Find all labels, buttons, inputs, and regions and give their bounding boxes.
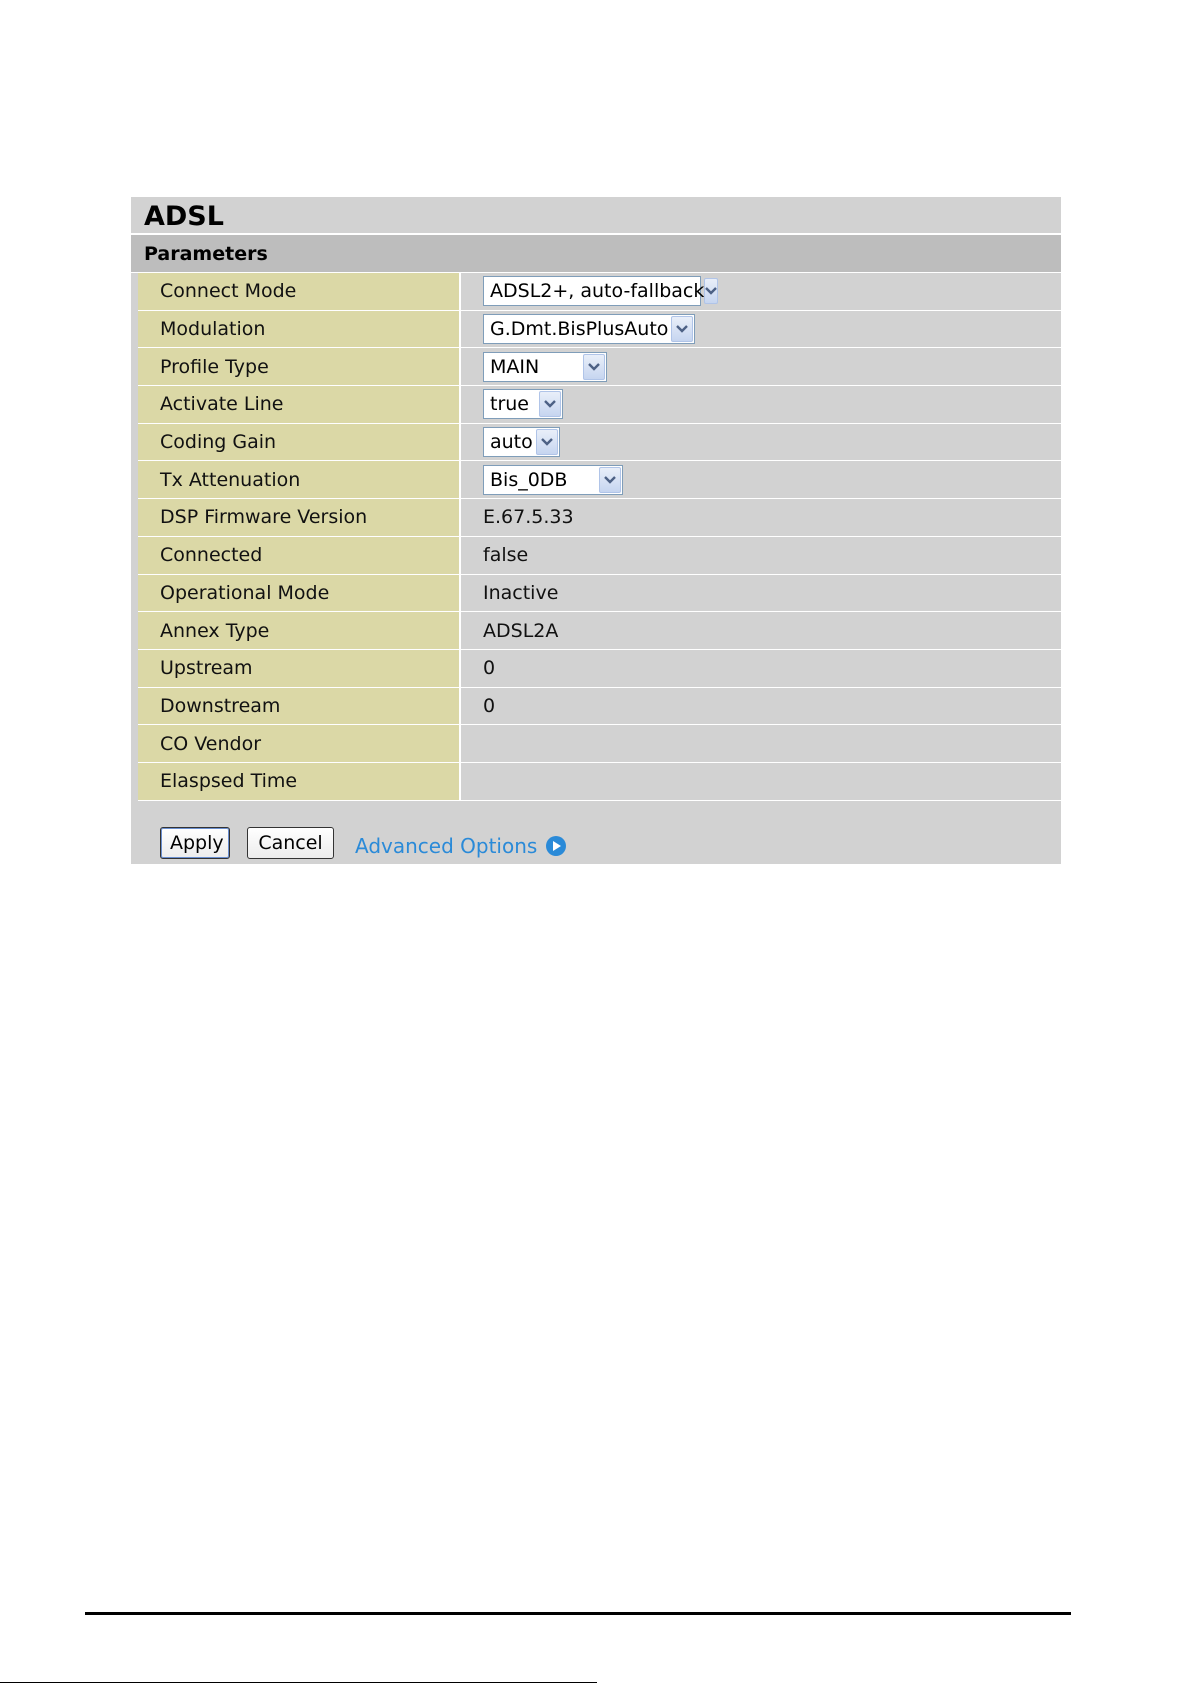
select-value: true [490,393,529,416]
select-value: Bis_0DB [490,468,568,491]
row-value: ADSL2A [483,619,559,642]
chevron-down-icon[interactable] [583,354,605,380]
row-label: Tx Attenuation [138,461,461,498]
chevron-down-icon[interactable] [671,316,693,342]
select-value: auto [490,431,533,454]
row-label: DSP Firmware Version [138,499,461,536]
row-label: Connect Mode [138,273,461,310]
row-activate-line [138,386,1061,424]
row-label: Downstream [138,688,461,725]
row-value: E.67.5.33 [483,506,574,529]
row-value: false [483,544,529,567]
row-value [461,273,1061,310]
row-value [461,424,1061,461]
modulation-select[interactable] [483,314,695,344]
chevron-down-icon[interactable] [704,278,718,304]
row-downstream [138,688,1061,726]
row-label: Operational Mode [138,575,461,612]
page-edge-line [0,1682,597,1683]
select-value: MAIN [490,355,540,378]
adsl-panel [131,197,1061,864]
row-value: Inactive [483,581,559,604]
coding-gain-select[interactable] [483,427,560,457]
row-profile-type [138,348,1061,386]
row-upstream [138,650,1061,688]
row-value [461,311,1061,348]
row-label: CO Vendor [138,725,461,762]
profile-type-select[interactable] [483,352,607,382]
row-value [461,725,1061,762]
chevron-down-icon[interactable] [539,391,561,417]
row-value [461,348,1061,385]
row-value: 0 [483,694,496,717]
page-divider [85,1612,1071,1615]
play-circle-icon[interactable] [545,835,567,857]
row-label: Modulation [138,311,461,348]
row-label: Annex Type [138,612,461,649]
page-title: ADSL [131,197,1061,235]
row-label: Upstream [138,650,461,687]
row-label: Elaspsed Time [138,763,461,800]
advanced-options-link[interactable] [355,834,567,858]
action-bar [131,812,1061,864]
select-value: ADSL2+, auto-fallback [490,280,705,303]
chevron-down-icon[interactable] [599,467,621,493]
parameters-table [138,273,1061,801]
row-label: Profile Type [138,348,461,385]
row-connect-mode [138,273,1061,311]
row-value [461,461,1061,498]
tx-attenuation-select[interactable] [483,465,623,495]
activate-line-select[interactable] [483,389,563,419]
apply-button[interactable]: Apply [160,827,230,859]
row-label: Connected [138,537,461,574]
row-modulation [138,311,1061,349]
row-coding-gain [138,424,1061,462]
row-dsp-firmware-version [138,499,1061,537]
row-connected [138,537,1061,575]
row-annex-type [138,612,1061,650]
row-value [461,763,1061,800]
row-operational-mode [138,575,1061,613]
row-label: Coding Gain [138,424,461,461]
row-label: Activate Line [138,386,461,423]
chevron-down-icon[interactable] [536,429,558,455]
cancel-button[interactable]: Cancel [247,827,334,859]
select-value: G.Dmt.BisPlusAuto [490,318,669,341]
section-header-parameters: Parameters [131,235,1061,273]
row-tx-attenuation [138,461,1061,499]
row-elapsed-time [138,763,1061,801]
advanced-options-label: Advanced Options [355,834,538,858]
row-value [461,386,1061,423]
row-value: 0 [483,657,496,680]
connect-mode-select[interactable] [483,276,705,306]
row-co-vendor [138,725,1061,763]
